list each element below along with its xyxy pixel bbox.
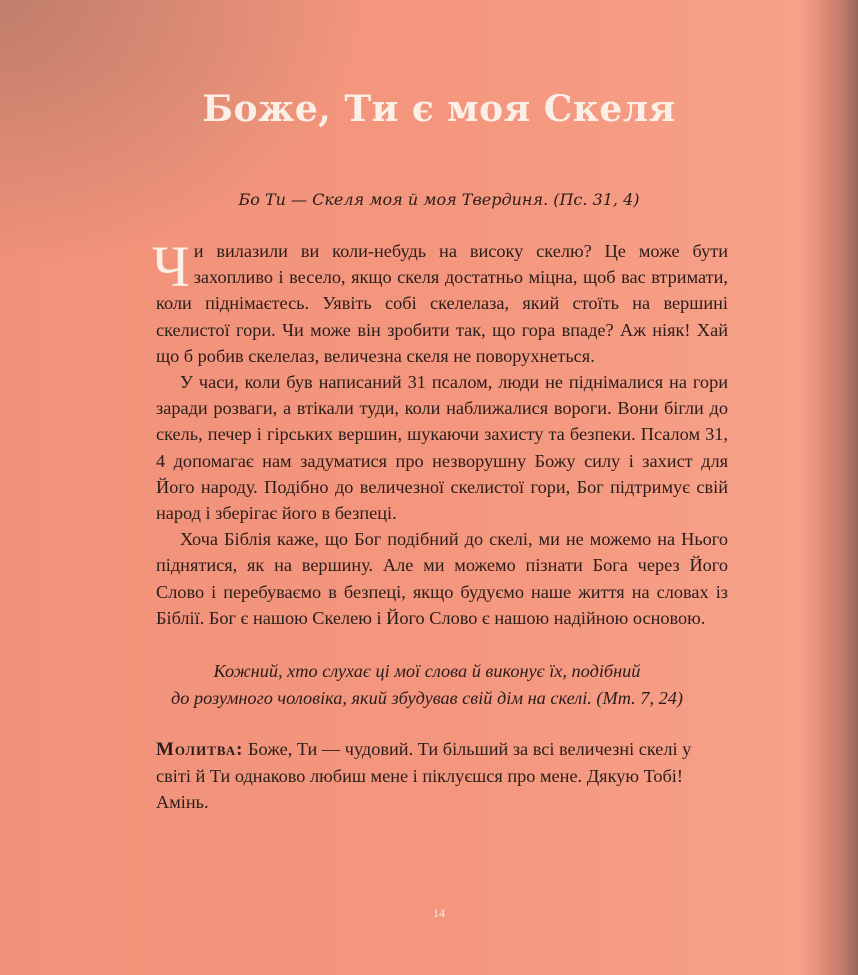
drop-cap: Ч [152, 234, 190, 299]
page-number: 14 [433, 906, 445, 920]
prayer-section [156, 736, 728, 816]
paragraph-2: У часи, коли був написаний 31 псалом, люди не піднімалися на гори заради розваги, а втікали туди, коли наближалися вороги. Вони бігли до скель, печер і гірських вершин, шукаючи захисту та безпеки. Псалом 31, 4 допомагає нам задуматися про незворушну Божу силу і захист для Його народу. Подібно до величезної скелистої гори, Бог підтримує свій народ і зберігає його в безпеці. [156, 372, 728, 524]
quote-line-1: Кожний, хто слухає ці мої слова й виконує їх, подібний [213, 661, 641, 681]
scripture-quote [0, 658, 854, 712]
paragraph-3: Хоча Біблія каже, що Бог подібний до скелі, ми не можемо на Нього піднятися, як на вершину. Але ми можемо пізнати Бога через Його Слово і перебуваємо в безпеці, якщо будуємо наше життя на словах із Біблії. Бог є нашою Скелею і Його Слово є нашою надійною основою. [156, 529, 728, 628]
page-gutter-shadow [818, 0, 858, 975]
paragraph-1 [152, 234, 728, 369]
prayer-text: Боже, Ти — чудовий. Ти більший за всі величезні скелі у світі й Ти однаково любиш мене і піклуєшся про мене. Дякую Тобі! Амінь. [156, 739, 692, 813]
paragraph-1-text: и вилазили ви коли-небудь на високу скелю? Це може бути захопливо і весело, якщо скеля достатньо міцна, щоб вас втримати, коли піднімаєтесь. Уявіть собі скелелаза, який стоїть на вершині скелистої гори. Чи може він зробити так, що гора впаде? Аж ніяк! Хай що б робив скелелаз, величезна скеля не поворухнеться. [156, 241, 728, 366]
epigraph-verse: Бо Ти — Скеля моя й моя Твердиня. (Пс. 31, 4) [238, 190, 640, 209]
devotional-body [152, 234, 728, 631]
page-title: Боже, Ти є моя Скеля [202, 88, 676, 130]
prayer-label: Молитва: [156, 739, 244, 760]
quote-line-2: до розумного чоловіка, який збудував свій дім на скелі. (Мт. 7, 24) [171, 688, 683, 708]
